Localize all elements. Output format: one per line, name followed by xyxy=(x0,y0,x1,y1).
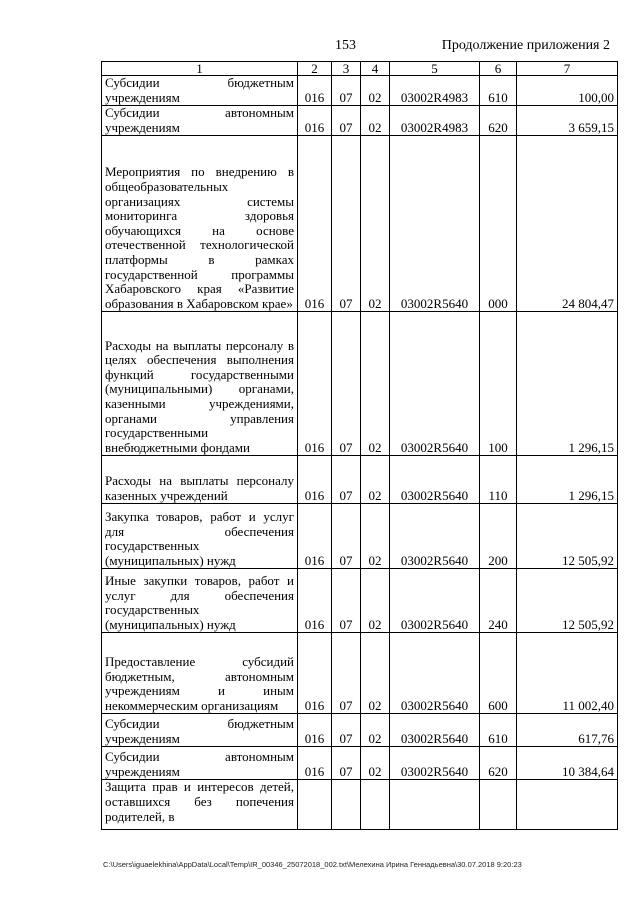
cell-section: 07 xyxy=(332,633,361,714)
cell-subsection: 02 xyxy=(361,504,390,569)
cell-ministry-code: 016 xyxy=(298,106,332,136)
column-header: 1 xyxy=(102,62,298,76)
cell-section: 07 xyxy=(332,714,361,747)
row-description: Субсидии бюджетным учреждениям xyxy=(102,76,298,106)
cell-target-article xyxy=(390,780,480,830)
table-row xyxy=(102,504,618,569)
footer-file-path: C:\Users\iguaelekhina\AppData\Local\Temp\IR_00346_25072018_002.txt\Мелехина Ирина Геннадьевна\30.07.2018 9:20:23 xyxy=(103,860,522,869)
cell-section: 07 xyxy=(332,456,361,504)
row-description: Субсидии автономным учреждениям xyxy=(102,747,298,780)
cell-ministry-code: 016 xyxy=(298,312,332,456)
cell-section: 07 xyxy=(332,569,361,633)
cell-ministry-code: 016 xyxy=(298,456,332,504)
cell-subsection: 02 xyxy=(361,136,390,312)
cell-section: 07 xyxy=(332,106,361,136)
row-description: Субсидии бюджетным учреждениям xyxy=(102,714,298,747)
row-description: Иные закупки товаров, работ и услуг для обеспечения государственных (муниципальных) нужд xyxy=(102,569,298,633)
column-header: 5 xyxy=(390,62,480,76)
cell-target-article: 03002R5640 xyxy=(390,569,480,633)
cell-amount: 100,00 xyxy=(517,76,618,106)
row-description: Расходы на выплаты персоналу в целях обеспечения выполнения функций государственными (муниципальными) органами, казенными учреждениями, органами управления государственными внебюджетными фондами xyxy=(102,312,298,456)
cell-ministry-code: 016 xyxy=(298,747,332,780)
cell-amount: 10 384,64 xyxy=(517,747,618,780)
table-row xyxy=(102,569,618,633)
cell-target-article: 03002R5640 xyxy=(390,633,480,714)
cell-ministry-code: 016 xyxy=(298,76,332,106)
cell-ministry-code: 016 xyxy=(298,504,332,569)
budget-table xyxy=(101,61,618,830)
cell-target-article: 03002R5640 xyxy=(390,714,480,747)
cell-expense-type: 000 xyxy=(480,136,517,312)
cell-amount: 12 505,92 xyxy=(517,569,618,633)
cell-subsection: 02 xyxy=(361,312,390,456)
cell-expense-type: 110 xyxy=(480,456,517,504)
cell-subsection: 02 xyxy=(361,76,390,106)
cell-subsection xyxy=(361,780,390,830)
table-row xyxy=(102,456,618,504)
continuation-label: Продолжение приложения 2 xyxy=(441,38,610,53)
cell-section: 07 xyxy=(332,504,361,569)
row-description: Мероприятия по внедрению в общеобразовательных организациях системы мониторинга здоровья обучающихся на основе отечественной технологической платформы в рамках государственной программы Хабаровского края «Развитие образования в Хабаровском крае» xyxy=(102,136,298,312)
column-header: 4 xyxy=(361,62,390,76)
row-description: Защита прав и интересов детей, оставшихся без попечения родителей, в xyxy=(102,780,298,830)
row-description: Предоставление субсидий бюджетным, автономным учреждениям и иным некоммерческим организациям xyxy=(102,633,298,714)
cell-expense-type: 240 xyxy=(480,569,517,633)
cell-ministry-code: 016 xyxy=(298,714,332,747)
table-row xyxy=(102,106,618,136)
column-header: 7 xyxy=(517,62,618,76)
cell-ministry-code: 016 xyxy=(298,136,332,312)
cell-target-article: 03002R5640 xyxy=(390,504,480,569)
cell-subsection: 02 xyxy=(361,569,390,633)
column-header: 2 xyxy=(298,62,332,76)
cell-section: 07 xyxy=(332,747,361,780)
cell-ministry-code xyxy=(298,780,332,830)
row-description: Расходы на выплаты персоналу казенных учреждений xyxy=(102,456,298,504)
cell-amount: 3 659,15 xyxy=(517,106,618,136)
cell-ministry-code: 016 xyxy=(298,633,332,714)
cell-section: 07 xyxy=(332,136,361,312)
cell-amount: 617,76 xyxy=(517,714,618,747)
table-row xyxy=(102,76,618,106)
cell-ministry-code: 016 xyxy=(298,569,332,633)
cell-target-article: 03002R5640 xyxy=(390,136,480,312)
table-row xyxy=(102,136,618,312)
cell-target-article: 03002R4983 xyxy=(390,76,480,106)
cell-expense-type: 620 xyxy=(480,106,517,136)
cell-expense-type xyxy=(480,780,517,830)
cell-subsection: 02 xyxy=(361,747,390,780)
cell-expense-type: 610 xyxy=(480,714,517,747)
cell-subsection: 02 xyxy=(361,633,390,714)
table-row xyxy=(102,312,618,456)
column-header: 3 xyxy=(332,62,361,76)
table-row xyxy=(102,633,618,714)
cell-section: 07 xyxy=(332,312,361,456)
cell-target-article: 03002R5640 xyxy=(390,456,480,504)
table-header-row xyxy=(102,62,618,76)
row-description: Субсидии автономным учреждениям xyxy=(102,106,298,136)
cell-subsection: 02 xyxy=(361,456,390,504)
cell-target-article: 03002R5640 xyxy=(390,312,480,456)
row-description: Закупка товаров, работ и услуг для обеспечения государственных (муниципальных) нужд xyxy=(102,504,298,569)
cell-expense-type: 200 xyxy=(480,504,517,569)
cell-expense-type: 620 xyxy=(480,747,517,780)
cell-section: 07 xyxy=(332,76,361,106)
table-row xyxy=(102,747,618,780)
page-number: 153 xyxy=(335,38,356,53)
cell-subsection: 02 xyxy=(361,714,390,747)
cell-subsection: 02 xyxy=(361,106,390,136)
table-row xyxy=(102,714,618,747)
cell-target-article: 03002R4983 xyxy=(390,106,480,136)
cell-amount: 1 296,15 xyxy=(517,456,618,504)
cell-expense-type: 610 xyxy=(480,76,517,106)
column-header: 6 xyxy=(480,62,517,76)
cell-expense-type: 600 xyxy=(480,633,517,714)
cell-expense-type: 100 xyxy=(480,312,517,456)
cell-amount: 24 804,47 xyxy=(517,136,618,312)
cell-amount: 1 296,15 xyxy=(517,312,618,456)
cell-target-article: 03002R5640 xyxy=(390,747,480,780)
cell-amount xyxy=(517,780,618,830)
table-row xyxy=(102,780,618,830)
cell-amount: 11 002,40 xyxy=(517,633,618,714)
cell-amount: 12 505,92 xyxy=(517,504,618,569)
cell-section xyxy=(332,780,361,830)
